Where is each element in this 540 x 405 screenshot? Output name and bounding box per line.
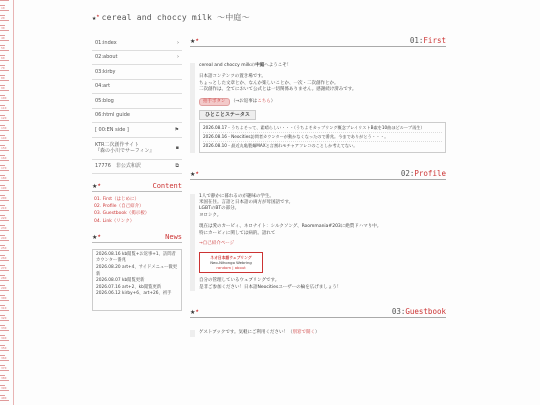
content-heading: ★★ Content: [92, 182, 182, 190]
status-entry: 2026.08.10 - 最近丸亀製麺MAXと言割れモチャアフレコのことしか考えてない。: [203, 143, 358, 149]
ruler-label: 270: [1, 266, 7, 270]
ruler-tick: [0, 70, 9, 71]
ruler-label: 330: [1, 326, 7, 330]
nav-label: 05:blog: [95, 97, 114, 104]
ruler-tick: [0, 210, 9, 211]
ruler-tick: [0, 220, 9, 221]
ruler-tick: [0, 90, 9, 91]
content-link[interactable]: 01. First（はじめに）: [94, 197, 140, 202]
profile-body: [190, 194, 446, 292]
welcome-text: cereal and choccy milkの中庭へようこそ！: [199, 63, 292, 68]
ruler-tick: [0, 370, 9, 371]
chevron-right-icon: ›: [177, 39, 179, 46]
intro-line: ちょっとした文章とか、なんか楽しいことか、一次・二次創作とか。: [199, 80, 339, 86]
clap-note-end: ）: [270, 98, 276, 104]
profile-page-link[interactable]: →自己紹介ページ: [199, 241, 235, 247]
nav-label: 17776 非公式和訳: [95, 163, 141, 169]
star-icon: ★★: [190, 169, 199, 178]
ruler-tick: [0, 160, 9, 161]
star-icon: ★: [92, 14, 97, 22]
ruler-tick: [0, 270, 9, 271]
ruler-tick: [0, 50, 9, 51]
news-item: 2026.06.12 kirby+6、art+26、初手: [96, 291, 172, 297]
first-heading: ★★ 01:First: [190, 36, 446, 45]
ruler-label: 310: [1, 306, 7, 310]
ruler-label: 390: [1, 386, 7, 390]
ruler-tick: [0, 60, 9, 61]
ruler-label: 350: [1, 346, 7, 350]
ruler-tick: [0, 260, 9, 261]
status-box[interactable]: [199, 122, 446, 153]
ruler-tick: [0, 240, 9, 241]
star-icon: ★★: [190, 308, 199, 317]
ruler-label: 160: [1, 156, 7, 160]
main-content: [190, 36, 446, 337]
ruler-tick: [0, 230, 9, 231]
ruler-label: 290: [1, 286, 7, 290]
ruler-tick: [0, 110, 9, 111]
clap-button[interactable]: 拍手ボタン: [199, 98, 230, 106]
external-icon: ⧉: [175, 163, 179, 170]
profile-line: 1人で静かに暮れるのが趣味の学生。: [199, 193, 274, 199]
nav-label: 03:kirby: [95, 68, 116, 75]
ruler-tick: [0, 390, 9, 391]
profile-heading: ★★ 02:Profile: [190, 168, 446, 178]
clap-note: （→お返事は: [230, 98, 258, 104]
ruler-label: 60: [1, 56, 5, 60]
news-heading: ★★ News: [92, 232, 182, 241]
small-star-icon: ★: [96, 13, 100, 19]
ruler-label: 220: [1, 216, 7, 220]
guestbook-body: ゲストブックです。気軽にご利用ください！（別窓で開く）: [190, 330, 446, 336]
ruler-tick: [0, 200, 9, 201]
profile-line: 現在は愛のカービィ、ネロナイト：シルクソング、Roommania#203に絶賛ドハマり中。: [199, 224, 382, 230]
ruler-label: 190: [1, 186, 7, 190]
sidebar-nav-item[interactable]: [92, 94, 182, 109]
ruler-tick: [0, 330, 9, 331]
news-item: 2026.07.16 art+2、kb閲覧更新: [96, 284, 162, 290]
ruler-label: 230: [1, 226, 7, 230]
ruler-label: 120: [1, 116, 7, 120]
ruler-label: 100: [1, 96, 7, 100]
ruler-label: 250: [1, 246, 7, 250]
ruler-tick: [0, 250, 9, 251]
ruler-tick: [0, 170, 9, 171]
ruler-label: 130: [1, 126, 7, 130]
ruler-tick: [0, 100, 9, 101]
ruler-tick: [0, 290, 9, 291]
ruler-label: 320: [1, 316, 7, 320]
profile-line: 特にカービィに関しては病的。語れて: [199, 230, 276, 236]
webring-banner[interactable]: ネオ日本語ウェブリング Neo-Nihongo Webring random | about: [199, 252, 263, 273]
site-title: ★★ cereal and choccy milk ～中庭～: [92, 13, 250, 22]
intro-line: 二次創作は、全てにおいて公式とは一切関係ありません。感謝続け済みです。: [199, 87, 357, 93]
content-link[interactable]: 04. Link（リンク）: [94, 218, 135, 224]
ruler-tick: [0, 30, 9, 31]
nav-label: 04:art: [95, 83, 111, 89]
star-icon: ★★: [92, 182, 101, 190]
profile-line: ヨロシク。: [199, 212, 222, 218]
news-box[interactable]: [92, 249, 182, 311]
content-link[interactable]: 03. Guestbook（掲示板）: [94, 211, 150, 217]
ruler-tick: [0, 140, 9, 141]
ruler-label: 300: [1, 296, 7, 300]
ruler-label: 140: [1, 136, 7, 140]
ruler-tick: [0, 400, 9, 401]
status-entry: 2026.08.17 - うちよそって、素晴らしい・・・（うちよそカップリング概念プレイリストB索を10曲ほどループ再生）: [203, 124, 442, 133]
ruler-tick: [0, 360, 9, 361]
ruler-label: 240: [1, 236, 7, 240]
ruler-tick: [0, 80, 9, 81]
intro-line: 日本語コンテンツの置き場です。: [199, 74, 266, 80]
sidebar-nav-item[interactable]: [92, 138, 182, 160]
ruler-tick: [0, 280, 9, 281]
ruler-label: 210: [1, 206, 7, 210]
ruler-label: 280: [1, 276, 7, 280]
status-tab[interactable]: ひとことステータス: [199, 110, 256, 120]
ruler-label: 30: [1, 26, 5, 30]
ruler-tick: [0, 340, 9, 341]
news-item: 2026.08.20 art+4、サイドメニュー微更新: [96, 265, 178, 277]
side-ruler: [0, 0, 14, 405]
ruler-label: 260: [1, 256, 7, 260]
ruler-label: 90: [1, 86, 5, 90]
ruler-label: 400: [1, 396, 7, 400]
flag-icon: ⚑: [174, 126, 179, 133]
star-icon: ★★: [190, 37, 199, 45]
profile-line: LGBTのBTの部分。: [199, 206, 240, 212]
news-item: 2026.08.07 kb閲覧更新: [96, 278, 145, 284]
ruler-tick: [0, 120, 9, 121]
ruler-label: 340: [1, 336, 7, 340]
ruler-label: 20: [1, 16, 5, 20]
ruler-label: 10: [1, 6, 5, 10]
ruler-label: 200: [1, 196, 7, 200]
ruler-label: 180: [1, 176, 7, 180]
ruler-label: 360: [1, 356, 7, 360]
ruler-tick: [0, 190, 9, 191]
webring-text: 是非ご参加ください！日本語Neocitiesユーザーの輪を広げましょう！: [199, 284, 342, 290]
ruler-tick: [0, 20, 9, 21]
nav-label: 01:index: [95, 39, 117, 46]
content-link[interactable]: 02. Profile（自己紹介）: [94, 204, 144, 210]
ruler-label: 70: [1, 66, 5, 70]
sidebar-nav-item[interactable]: [92, 160, 182, 175]
sidebar: [92, 36, 182, 311]
ruler-tick: [0, 350, 9, 351]
sidebar-nav-item[interactable]: [92, 36, 182, 51]
sidebar-nav-item[interactable]: [92, 51, 182, 66]
ruler-tick: [0, 320, 9, 321]
sidebar-nav-item[interactable]: [92, 123, 182, 138]
webring-text: 自分の管理しているウェブリングです。: [199, 278, 280, 284]
ruler-tick: [0, 10, 9, 11]
lock-icon: ▪: [175, 145, 179, 151]
ruler-tick: [0, 180, 9, 181]
ruler-tick: [0, 300, 9, 301]
nav-label: 02:about: [95, 54, 118, 60]
nav-label: 06:html guide: [95, 112, 131, 118]
ruler-label: 40: [1, 36, 5, 40]
status-entry: 2026.08.16 - Neocities訪問者カウンターが動かなくなったので番兆。今までありがとう・・・。: [203, 133, 442, 142]
ruler-label: 380: [1, 376, 7, 380]
reply-link[interactable]: こちら: [257, 98, 271, 104]
ruler-label: 50: [1, 46, 5, 50]
sidebar-nav-item[interactable]: [92, 109, 182, 124]
ruler-tick: [0, 380, 9, 381]
chevron-right-icon: ›: [177, 54, 179, 61]
ruler-tick: [0, 310, 9, 311]
ruler-tick: [0, 130, 9, 131]
guestbook-link[interactable]: 別窓で開く: [292, 330, 316, 336]
content-list: [92, 192, 182, 229]
profile-line: 米国在住。言語と日本語の両方が母国語です。: [199, 200, 294, 206]
profile-lines: [199, 194, 446, 237]
nav-label: [ 00:EN side ]: [95, 126, 129, 133]
sidebar-nav-item[interactable]: [92, 65, 182, 80]
ruler-tick: [0, 0, 9, 1]
ruler-label: 370: [1, 366, 7, 370]
guestbook-heading: ★★ 03:Guestbook: [190, 307, 446, 317]
sidebar-nav-item[interactable]: [92, 80, 182, 95]
news-item: 2026.08.16 kb閲覧+お返事+1、訪問者カウンター番兆: [96, 251, 176, 264]
first-body: [190, 63, 446, 153]
ruler-label: 170: [1, 166, 7, 170]
ruler-label: 110: [1, 106, 7, 110]
ruler-label: 80: [1, 76, 5, 80]
ruler-label: 150: [1, 146, 7, 150]
ruler-tick: [0, 40, 9, 41]
nav-label: KTR二次創作サイト 『森の小川でサーフィン』: [95, 141, 155, 154]
star-icon: ★★: [92, 232, 101, 241]
ruler-tick: [0, 150, 9, 151]
sidebar-nav: [92, 36, 182, 174]
